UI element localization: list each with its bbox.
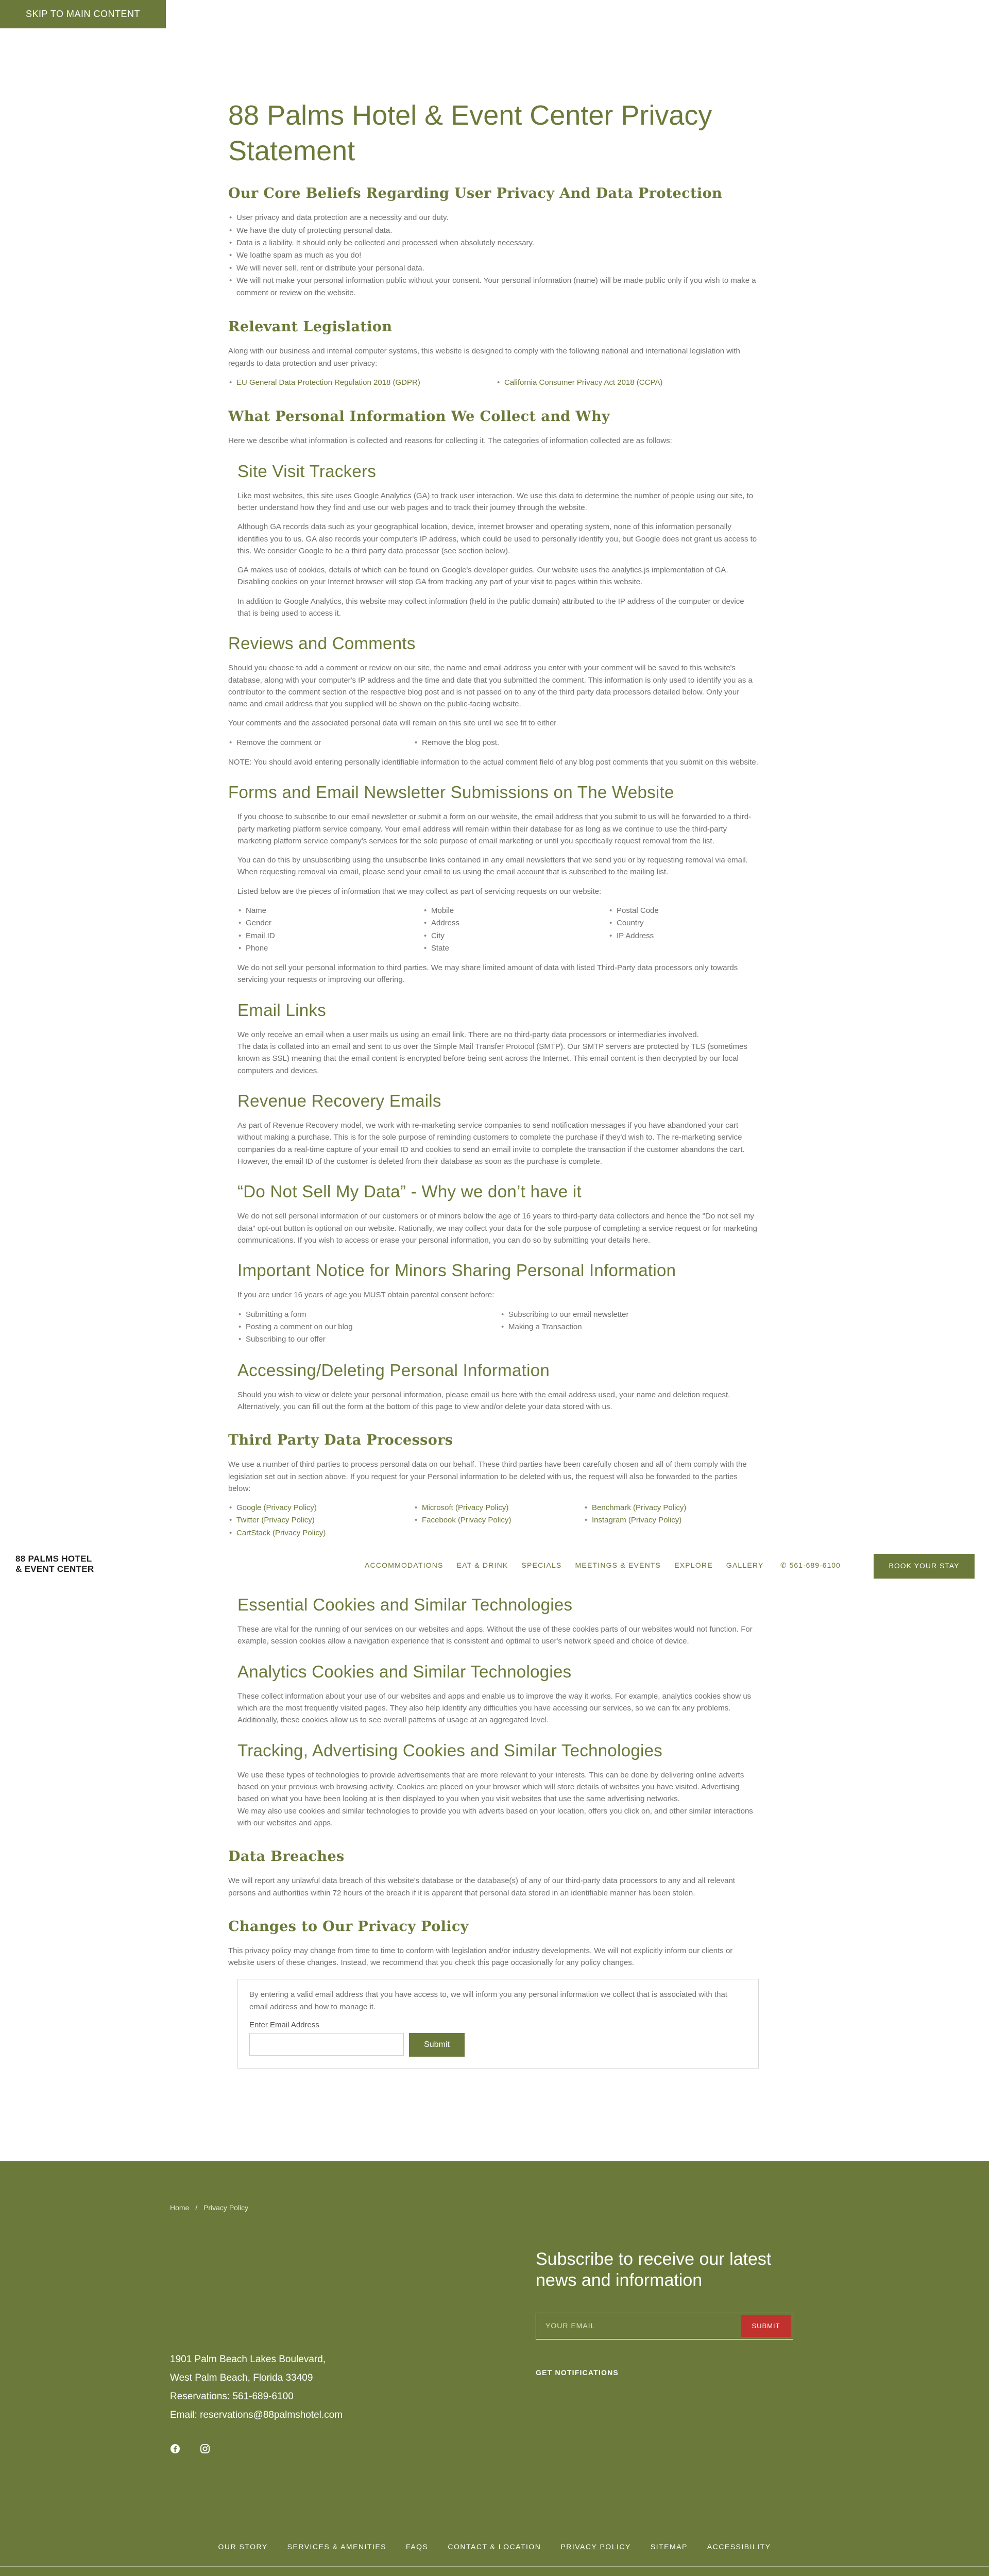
footer-nav	[0, 2541, 989, 2553]
nav-accommodations[interactable]: ACCOMMODATIONS	[365, 1561, 444, 1569]
paragraph: As part of Revenue Recovery model, we work with re-marketing service companies to send notification messages if you have abandoned your cart without making a purchase. This is for the sole purpose of reminding customers to complete the purchase if they'd wish to. The re-marketing service companies do a real-time capture of your email ID and cookies to send an email invite to complete the transaction if the customer abandons the cart. However, the email ID of the customer is deleted from their database as soon as the purchase is complete.	[237, 1121, 745, 1166]
paragraph: Should you wish to view or delete your personal information, please email us here with the email address used, your name and deletion request. Alternatively, you can fill out the form at the bottom of this page to view and/or delete your data stored with us.	[237, 1390, 730, 1411]
paragraph: You can do this by unsubscribing using the unsubscribe links contained in any email newsletters that we send you or by requesting removal via email. When requesting removal via email, please send your email to us using the email account that is subscribed to the mailing list.	[237, 856, 748, 877]
third-party-heading: Third Party Data Processors	[228, 1432, 453, 1449]
list-item: • City	[423, 930, 608, 942]
list-item: • Making a Transaction	[500, 1321, 747, 1333]
paragraph: We will report any unlawful data breach of this website's database or the database(s) of any of our third-party data processors to any and all relevant persons and authorities within 72 hours of the breach if it is apparent that personal data stored in an identifiable manner has been stolen.	[228, 1876, 735, 1897]
data-request-form	[237, 1979, 759, 2069]
minors-list	[237, 1309, 759, 1346]
google-privacy-link[interactable]: • Google (Privacy Policy)	[228, 1502, 414, 1514]
reservations-phone[interactable]: Reservations: 561-689-6100	[170, 2391, 294, 2402]
site-footer	[0, 2161, 989, 2576]
twitter-privacy-link[interactable]: • Twitter (Privacy Policy)	[228, 1514, 414, 1527]
breadcrumb-current: Privacy Policy	[203, 2204, 249, 2212]
paragraph: These are vital for the running of our services on our websites and apps. Without the use of these cookies parts of our websites would not function. For example, session cookies allow a navigation experience that is consistent and optimal to user's network speed and choice of device.	[237, 1625, 753, 1646]
minors-heading: Important Notice for Minors Sharing Personal Information	[237, 1261, 676, 1280]
site-header	[0, 1543, 989, 1589]
paragraph: We do not sell your personal information to third parties. We may share limited amount of data with listed Third-Party data processors only towards servicing your requests or improving our offering.	[237, 963, 738, 985]
paragraph: This privacy policy may change from time to time to conform with legislation and/or industry developments. We will not explicitly inform our clients or website users of these changes. Instead, we recommend that you check this page occasionally for any policy changes.	[228, 1946, 733, 1968]
book-your-stay-button[interactable]: BOOK YOUR STAY	[874, 1554, 975, 1579]
list-item: • Data is a liability. It should only be collected and processed when absolutely necessary.	[228, 237, 759, 249]
phone-icon: ✆	[780, 1561, 790, 1569]
contact-info	[170, 2350, 343, 2425]
paragraph: GA makes use of cookies, details of which can be found on Google's developer guides. Our website uses the analytics.js implementation of GA. Disabling cookies on your Internet browser will stop GA from tracking any part of your visit to pages within this website.	[237, 566, 728, 587]
breadcrumb-home[interactable]: Home	[170, 2204, 190, 2212]
list-item: • We will not make your personal information public without your consent. Your personal information (name) will be made public only if you wish to make a comment or review on the website.	[228, 275, 759, 300]
list-item: • Address	[423, 917, 608, 929]
address-line: 1901 Palm Beach Lakes Boulevard,	[170, 2354, 326, 2365]
main-nav	[365, 1560, 777, 1571]
paragraph: NOTE: You should avoid entering personally identifiable information to the actual comment field of any blog post comments that you submit on this website.	[228, 757, 758, 767]
collected-info-list	[237, 905, 759, 955]
paragraph: The data is collated into an email and sent to us over the Simple Mail Transfer Protocol (SMTP). Our SMTP servers are protected by TLS (sometimes known as SSL) meaning that the email content is encrypted before being sent across the Internet. This email content is then decrypted by our local computers and devices.	[237, 1042, 747, 1075]
paragraph: These collect information about your use of our websites and apps and enable us to improve the way it works. For example, analytics cookies show us which are the most frequently visited pages. They also help identify any difficulties you have accessing our services, so we can fix any problems. Additionally, these cookies allow us to see overall patterns of usage at an aggregated level.	[237, 1691, 752, 1725]
email-links-heading: Email Links	[237, 1000, 327, 1020]
paragraph: Listed below are the pieces of information that we may collect as part of servicing requests on our website:	[237, 887, 602, 896]
do-not-sell-heading: “Do Not Sell My Data” - Why we don’t have it	[237, 1182, 582, 1201]
nav-specials[interactable]: SPECIALS	[521, 1561, 562, 1569]
paragraph: If you are under 16 years of age you MUST obtain parental consent before:	[237, 1291, 494, 1300]
list-item: • Name	[237, 905, 423, 917]
list-item: • User privacy and data protection are a necessity and our duty.	[228, 212, 759, 224]
footer-link-accessibility[interactable]: ACCESSIBILITY	[707, 2543, 771, 2551]
list-item: • We will never sell, rent or distribute your personal data.	[228, 262, 759, 275]
facebook-icon[interactable]	[170, 2444, 180, 2454]
core-beliefs-list	[228, 212, 759, 299]
list-item: • Remove the comment or	[228, 737, 414, 749]
analytics-cookies-heading: Analytics Cookies and Similar Technologies	[237, 1662, 572, 1681]
benchmark-privacy-link[interactable]: • Benchmark (Privacy Policy)	[584, 1502, 754, 1514]
reservations-email[interactable]: Email: reservations@88palmshotel.com	[170, 2410, 343, 2421]
footer-link-sitemap[interactable]: SITEMAP	[650, 2543, 688, 2551]
list-item: • Submitting a form	[237, 1309, 500, 1321]
nav-gallery[interactable]: GALLERY	[726, 1561, 764, 1569]
list-item: • Postal Code	[608, 905, 763, 917]
email-input[interactable]	[249, 2033, 404, 2056]
ccpa-link[interactable]: • California Consumer Privacy Act 2018 (CCPA)	[496, 377, 702, 389]
paragraph: Your comments and the associated personal data will remain on this site until we see fit to either	[228, 719, 557, 728]
list-item: • Posting a comment on our blog	[237, 1321, 500, 1333]
footer-link-contact[interactable]: CONTACT & LOCATION	[448, 2543, 541, 2551]
main-content	[228, 0, 759, 1539]
phone-link[interactable]: ✆ 561-689-6100	[780, 1561, 841, 1569]
collect-heading: What Personal Information We Collect and Why	[228, 409, 610, 425]
revenue-recovery-heading: Revenue Recovery Emails	[237, 1091, 441, 1110]
site-logo[interactable]: 88 PALMS HOTEL & EVENT CENTER	[15, 1553, 94, 1574]
breadcrumb	[170, 2202, 248, 2214]
paragraph: Should you choose to add a comment or review on our site, the name and email address you enter with your comment will be saved to this website's database, along with your computer's IP address and the time and date that you submitted the comment. This information is only used to identify you as a contributor to the comment section of the respective blog post and is not passed on to any of the third party data processors detailed below. Only your name and email address that you supplied will be shown on the public-facing website.	[228, 664, 753, 709]
social-links	[170, 2444, 210, 2454]
essential-cookies-heading: Essential Cookies and Similar Technologies	[237, 1595, 573, 1614]
paragraph: Although GA records data such as your geographical location, device, internet browser and operating system, none of this information personally identifies you to us. GA also records your computer's IP address, which could be used to personally identify you, but Google does not grant us access to this. We consider Google to be a third party data processor (see section below).	[237, 522, 757, 555]
paragraph: In addition to Google Analytics, this website may collect information (held in the public domain) attributed to the IP address of the computer or device that is being used to access it.	[237, 597, 744, 618]
list-item: • We loathe spam as much as you do!	[228, 249, 759, 262]
list-item: • Email ID	[237, 930, 423, 942]
footer-divider	[0, 2566, 989, 2567]
paragraph: We use a number of third parties to process personal data on our behalf. These third parties have been carefully chosen and all of them comply with the legislation set out in section above. If you request for your Personal information to be deleted with us, the request will also be forwarded to the parties below:	[228, 1460, 747, 1493]
core-beliefs-heading: Our Core Beliefs Regarding User Privacy And Data Protection	[228, 185, 723, 202]
get-notifications-link[interactable]: GET NOTIFICATIONS	[536, 2368, 619, 2377]
paragraph: We do not sell personal information of our customers or of minors below the age of 16 years to third-party data collectors and hence the "Do not sell my data" opt-out button is optional on our website. Rationally, we may collect your data for the sole purpose of completing a service request or for marketing communications. If you wish to access or erase your personal information, you can do so by submitting your details here.	[237, 1212, 757, 1245]
list-item: • State	[423, 942, 608, 955]
list-item: • IP Address	[608, 930, 763, 942]
newsletter-email-input[interactable]: YOUR EMAIL	[545, 2321, 595, 2330]
cartstack-privacy-link[interactable]: • CartStack (Privacy Policy)	[228, 1527, 414, 1539]
subscribe-heading: Subscribe to receive our latest news and information	[536, 2249, 772, 2290]
list-item: • Gender	[237, 917, 423, 929]
legislation-list	[228, 377, 759, 389]
skip-to-main-content-link[interactable]: SKIP TO MAIN CONTENT	[0, 0, 166, 28]
data-breaches-heading: Data Breaches	[228, 1849, 345, 1865]
nav-meetings-events[interactable]: MEETINGS & EVENTS	[575, 1561, 661, 1569]
reviews-list	[228, 737, 759, 749]
footer-link-services[interactable]: SERVICES & AMENITIES	[287, 2543, 387, 2551]
email-label: Enter Email Address	[249, 2020, 319, 2029]
paragraph: We use these types of technologies to provide advertisements that are more relevant to your interests. This can be done by delivering online adverts based on your previous web browsing activity. Cookies are placed on your browser which will store details of websites you have visited. Advertising based on what you have been looking at is then displayed to you when you visit websites that use the same advertising networks.	[237, 1770, 744, 1804]
microsoft-privacy-link[interactable]: • Microsoft (Privacy Policy)	[414, 1502, 584, 1514]
gdpr-link[interactable]: • EU General Data Protection Regulation 2018 (GDPR)	[228, 377, 496, 389]
paragraph: Like most websites, this site uses Google Analytics (GA) to track user interaction. We use this data to determine the number of people using our site, to better understand how they find and use our web pages and to track their journey through the website.	[237, 491, 754, 513]
page-title: 88 Palms Hotel & Event Center Privacy Statement	[228, 100, 712, 167]
list-item: • We have the duty of protecting personal data.	[228, 225, 759, 237]
nav-explore[interactable]: EXPLORE	[674, 1561, 713, 1569]
paragraph: If you choose to subscribe to our email newsletter or submit a form on our website, the email address that you submit to us will be forwarded to a third-party marketing platform service company. Your email address will remain within their database for as long as we continue to use the third-party marketing platform service company's services for the sole purpose of email marketing or until you specifically request removal from the list.	[237, 812, 752, 845]
breadcrumb-separator: /	[195, 2204, 198, 2212]
instagram-icon[interactable]	[200, 2444, 210, 2454]
address-line: West Palm Beach, Florida 33409	[170, 2372, 313, 2384]
nav-eat-drink[interactable]: EAT & DRINK	[456, 1561, 508, 1569]
reviews-heading: Reviews and Comments	[228, 634, 416, 653]
list-item: • Mobile	[423, 905, 608, 917]
forms-heading: Forms and Email Newsletter Submissions on The Website	[228, 783, 674, 802]
tracking-cookies-heading: Tracking, Advertising Cookies and Similar Technologies	[237, 1740, 663, 1760]
footer-link-our-story[interactable]: OUR STORY	[218, 2543, 268, 2551]
list-item: • Country	[608, 917, 763, 929]
instagram-privacy-link[interactable]: • Instagram (Privacy Policy)	[584, 1514, 754, 1527]
paragraph: We may also use cookies and similar technologies to provide you with adverts based on your location, offers you click on, and other similar interactions with our websites and apps.	[237, 1806, 753, 1827]
list-item: • Remove the blog post.	[414, 737, 599, 749]
legislation-heading: Relevant Legislation	[228, 319, 393, 335]
policy-changes-heading: Changes to Our Privacy Policy	[228, 1918, 469, 1935]
facebook-privacy-link[interactable]: • Facebook (Privacy Policy)	[414, 1514, 584, 1527]
footer-link-privacy-policy[interactable]: PRIVACY POLICY	[560, 2543, 631, 2551]
access-heading: Accessing/Deleting Personal Information	[237, 1360, 550, 1380]
list-item: • Subscribing to our email newsletter	[500, 1309, 747, 1321]
submit-button[interactable]: Submit	[409, 2033, 465, 2057]
list-item: • Phone	[237, 942, 423, 955]
third-party-list	[228, 1502, 759, 1539]
collect-text: Here we describe what information is collected and reasons for collecting it. The categories of information collected are as follows:	[228, 436, 672, 446]
footer-link-faqs[interactable]: FAQS	[406, 2543, 429, 2551]
form-text: By entering a valid email address that you have access to, we will inform you any personal information we collect that is associated with that email address and how to manage it.	[249, 1990, 727, 2011]
legislation-text: Along with our business and internal computer systems, this website is designed to comply with the following national and international legislation with regards to data protection and user privacy:	[228, 347, 740, 368]
list-item: • Subscribing to our offer	[237, 1333, 500, 1346]
site-visit-heading: Site Visit Trackers	[237, 461, 377, 481]
subscribe-submit-button[interactable]: SUBMIT	[741, 2315, 791, 2337]
subscribe-form	[536, 2313, 793, 2340]
paragraph: We only receive an email when a user mails us using an email link. There are no third-party data processors or intermediaries involved.	[237, 1030, 699, 1039]
